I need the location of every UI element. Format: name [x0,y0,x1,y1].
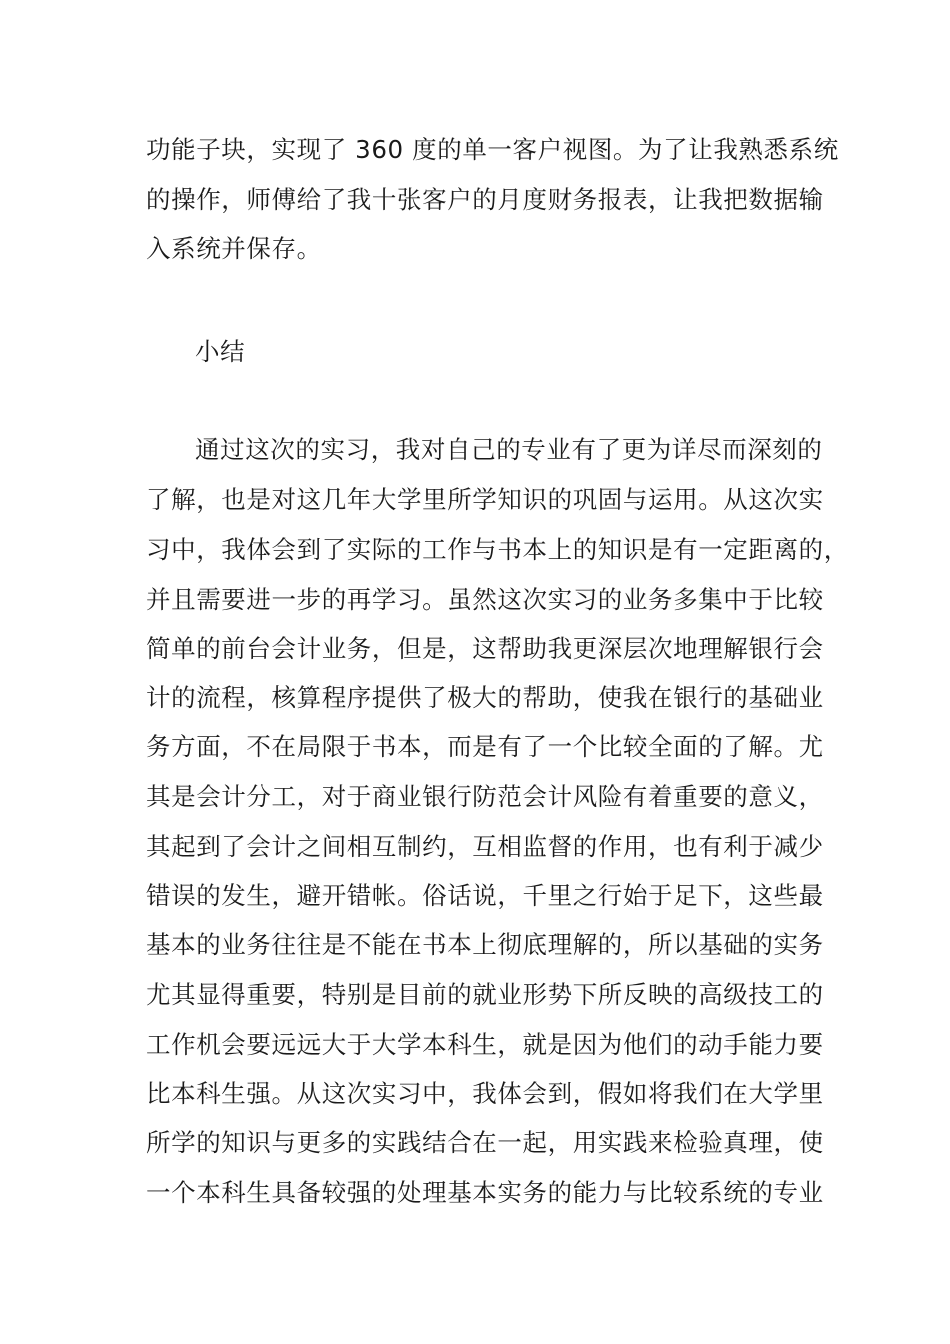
summary-line: 错误的发生，避开错帐。俗话说，千里之行始于足下，这些最 [146,881,824,910]
summary-line: 所学的知识与更多的实践结合在一起，用实践来检验真理，使 [146,1128,824,1157]
summary-line: 比本科生强。从这次实习中，我体会到，假如将我们在大学里 [146,1079,824,1108]
intro-line: 功能子块，实现了 360 度的单一客户视图。为了让我熟悉系统 [146,135,839,164]
summary-line: 务方面，不在局限于书本，而是有了一个比较全面的了解。尤 [146,732,824,761]
intro-line: 的操作，师傅给了我十张客户的月度财务报表，让我把数据输 [146,185,824,214]
summary-line: 并且需要进一步的再学习。虽然这次实习的业务多集中于比较 [146,585,824,614]
section-heading: 小结 [195,337,246,366]
summary-line: 简单的前台会计业务，但是，这帮助我更深层次地理解银行会 [146,634,824,663]
summary-line: 习中，我体会到了实际的工作与书本上的知识是有一定距离的， [146,535,849,564]
summary-line: 计的流程，核算程序提供了极大的帮助，使我在银行的基础业 [146,683,824,712]
summary-line: 基本的业务往往是不能在书本上彻底理解的，所以基础的实务 [146,930,824,959]
summary-line: 通过这次的实习，我对自己的专业有了更为详尽而深刻的 [195,435,823,464]
summary-line: 了解，也是对这几年大学里所学知识的巩固与运用。从这次实 [146,485,824,514]
summary-line: 工作机会要远远大于大学本科生，就是因为他们的动手能力要 [146,1030,824,1059]
summary-line: 其是会计分工，对于商业银行防范会计风险有着重要的意义， [146,782,824,811]
summary-line: 一个本科生具备较强的处理基本实务的能力与比较系统的专业 [146,1178,824,1207]
summary-line: 尤其显得重要，特别是目前的就业形势下所反映的高级技工的 [146,980,824,1009]
summary-line: 其起到了会计之间相互制约，互相监督的作用，也有利于减少 [146,832,824,861]
intro-line: 入系统并保存。 [146,234,322,263]
